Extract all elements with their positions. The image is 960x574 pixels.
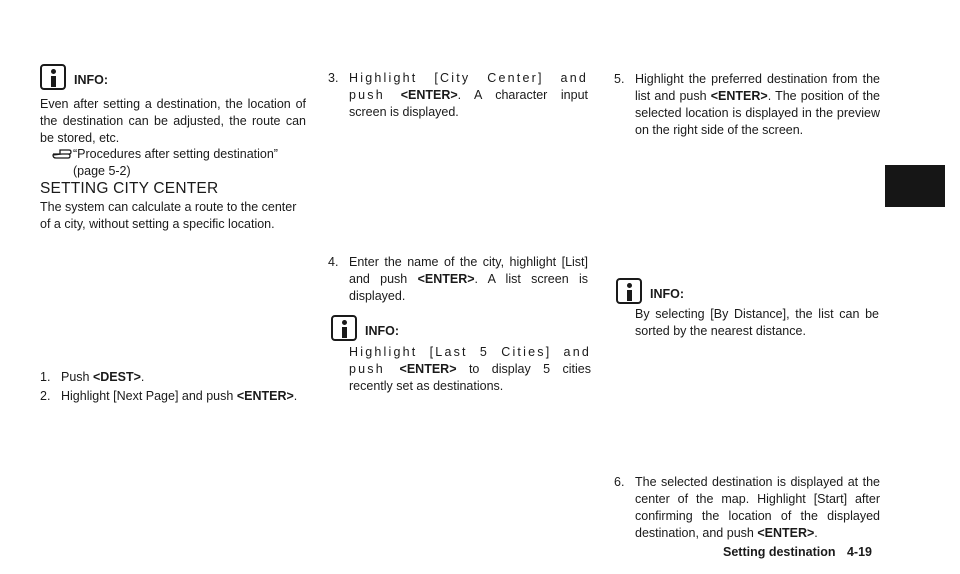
step-text: Push <DEST>. [61, 370, 145, 384]
info-note-header [40, 64, 108, 90]
info-note-header [616, 278, 684, 304]
step-text: The selected destination is displayed at the center of the map. Highlight [Start] after confirming the location of the displayed destination, and push <ENTER>. [635, 475, 880, 540]
reference-title: “Procedures after setting destination” [73, 147, 278, 161]
pointing-hand-icon [52, 147, 72, 161]
step-4 [328, 254, 588, 314]
step-text: Highlight [City Center] and push <ENTER>. A character input screen is displayed. [349, 71, 588, 119]
info-label: INFO: [650, 287, 685, 301]
dest-key: <DEST> [92, 370, 141, 384]
enter-key: <ENTER> [400, 88, 458, 102]
info-label: INFO: [74, 73, 109, 87]
section-intro: The system can calculate a route to the center of a city, without setting a specific location. [40, 200, 297, 231]
step-number: 6. [614, 475, 625, 489]
enter-key: <ENTER> [417, 272, 475, 286]
step-1 [40, 369, 308, 387]
step-text: Highlight [Next Page] and push <ENTER>. [61, 389, 298, 403]
enter-key: <ENTER> [710, 89, 768, 103]
info-icon [331, 315, 357, 341]
step-3 [328, 70, 588, 130]
step-number: 2. [40, 389, 51, 403]
info-icon [616, 278, 642, 304]
step-number: 5. [614, 72, 625, 86]
info-icon [40, 64, 66, 90]
page-reference [52, 146, 302, 180]
info-text: By selecting [By Distance], the list can be sorted by the nearest distance. [635, 307, 879, 338]
enter-key: <ENTER> [236, 389, 294, 403]
step-5 [614, 71, 880, 141]
reference-page: (page 5-2) [73, 164, 131, 178]
step-text: Enter the name of the city, highlight [List] and push <ENTER>. A list screen is displayed. [349, 255, 588, 303]
step-6 [614, 474, 880, 544]
step-2 [40, 388, 315, 406]
chapter-thumb-tab [885, 165, 945, 207]
step-number: 1. [40, 370, 51, 384]
enter-key: <ENTER> [757, 526, 815, 540]
footer-section: Setting destination [723, 545, 836, 559]
step-number: 4. [328, 255, 339, 269]
section-heading: SETTING CITY CENTER [40, 180, 219, 197]
step-text: Highlight the preferred destination from the list and push <ENTER>. The position of the selected location is displayed in the preview on the right side of the screen. [635, 72, 880, 137]
info-note-header [331, 315, 399, 341]
page-footer [723, 544, 872, 561]
enter-key: <ENTER> [399, 362, 457, 376]
page-number: 4-19 [846, 545, 873, 559]
step-number: 3. [328, 71, 339, 85]
info-text: Even after setting a destination, the location of the destination can be adjusted, the route can be stored, etc. [40, 97, 306, 145]
info-label: INFO: [365, 324, 400, 338]
info-text: Highlight [Last 5 Cities] and push <ENTER> to display 5 cities recently set as destinations. [349, 345, 591, 393]
